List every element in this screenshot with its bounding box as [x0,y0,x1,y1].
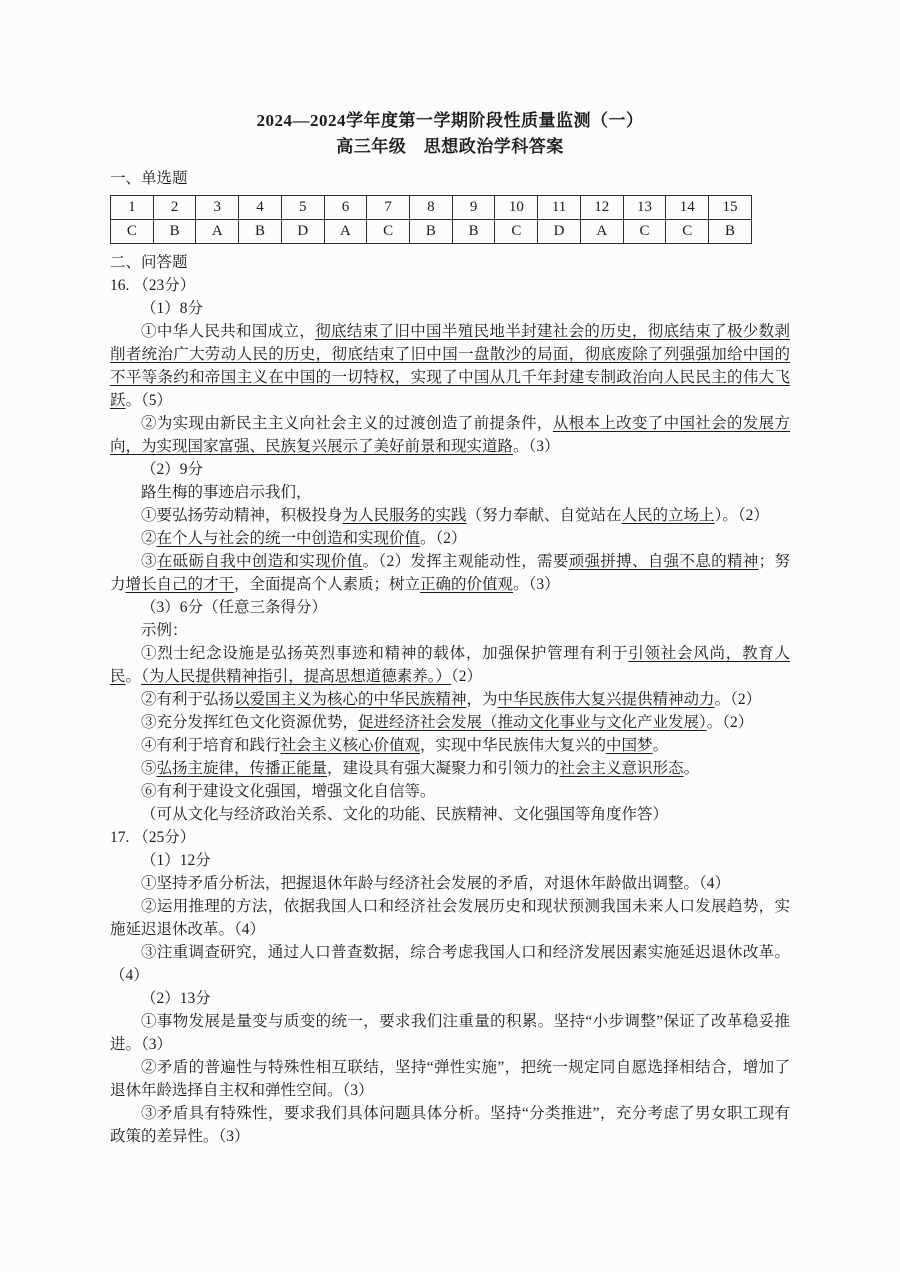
underlined-text: 彻底结束了旧中国一盘散沙的局面， [331,346,585,363]
question-number-cell: 8 [410,196,453,220]
answer-paragraph [110,1102,790,1148]
underlined-text: 中国梦 [606,737,653,754]
answer-letter-cell: B [410,220,453,244]
answer-letter-cell: D [538,220,581,244]
answer-letter-cell: A [324,220,367,244]
text-run: （2）13分 [141,990,211,1007]
part-2-heading [110,458,790,481]
text-run: ③矛盾具有特殊性，要求我们具体问题具体分析。坚持“分类推进”，充分考虑了男女职工现有政策的差异性。（3） [110,1105,790,1145]
underlined-text: 引领社会风尚，教育人民 [110,645,790,685]
text-run: ⑤ [141,760,157,777]
answer-letter-cell: A [580,220,623,244]
question-number-cell: 2 [153,196,196,220]
section1-heading: 一、单选题 [110,170,188,187]
text-run: ，实现中华民族伟大复兴的 [420,737,607,754]
answer-paragraph [110,1010,790,1056]
text-run: 。（2） [706,714,754,731]
document-title: 2024—2024学年度第一学期阶段性质量监测（一） [256,111,644,130]
underlined-text: 正确的价值观 [420,576,514,593]
underlined-text: 彻底结束了极少数剥削者统治广大劳动人民的历史， [110,323,790,363]
text-run: 。 [683,760,700,777]
question-number-cell: 5 [281,196,324,220]
text-run: ①要弘扬劳动精神，积极投身 [141,507,343,524]
underlined-text: 从根本上改变了中国社会的发展方向，为实现国家富强、民族复兴展示了美好前景和现实道路 [110,415,790,455]
underlined-text: 中华民族伟大复兴提供精神动力 [497,691,715,708]
question-number-row [111,196,752,220]
text-run: ；努力 [110,553,790,593]
answer-paragraph [110,1056,790,1102]
question-number-cell: 10 [495,196,538,220]
text-run: ①坚持矛盾分析法，把握退休年龄与经济社会发展的矛盾，对退休年龄做出调整。（4） [141,875,731,892]
text-run: ，为 [466,691,498,708]
part-2-heading [110,987,790,1010]
text-run: ①中华人民共和国成立， [141,323,316,340]
answer-letter-cell: D [281,220,324,244]
answer-paragraph [110,550,790,596]
part-3-heading [110,596,790,619]
answer-paragraph [110,803,790,826]
answer-paragraph [110,711,790,734]
answer-paragraph [110,504,790,527]
text-run: ②运用推理的方法，依据我国人口和经济社会发展历史和现状预测我国未来人口发展趋势，实施延迟退休改革。（4） [110,898,790,938]
answer-paragraph [110,895,790,941]
text-run: 16. （23分） [110,277,196,294]
underlined-text: 促进经济社会发展（推动文化事业与文化产业发展） [358,714,707,731]
text-run: ①烈士纪念设施是弘扬英烈事迹和精神的载体，加强保护管理有利于 [141,645,629,662]
answer-paragraph [110,757,790,780]
text-run: ④有利于培育和践行 [141,737,281,754]
question-number-cell: 14 [666,196,709,220]
underlined-text: 弘扬主旋律，传播正能量 [156,760,328,777]
answer-paragraph [110,941,790,987]
text-run: ②为实现由新民主主义向社会主义的过渡创造了前提条件， [141,415,553,432]
text-run: ③注重调查研究，通过人口普查数据，综合考虑我国人口和经济发展因素实施延迟退休改革。（4） [110,944,790,984]
text-run: 。 [652,737,669,754]
text-run: （1）12分 [141,852,211,869]
text-run: 17. （25分） [110,829,196,846]
underlined-text: （为人民提供精神指引，提高思想道德素养。） [141,668,452,685]
text-run: （可从文化与经济政治关系、文化的功能、民族精神、文化强国等角度作答） [141,806,669,823]
text-run: ②有利于弘扬 [141,691,235,708]
text-run: （2） [451,668,483,685]
answer-paragraph [110,734,790,757]
question-number-cell: 13 [623,196,666,220]
section2-heading: 二、问答题 [110,254,188,271]
text-run: ，全面提高个人素质；树立 [234,576,421,593]
answer-paragraph [110,688,790,711]
document-subtitle: 高三年级 思想政治学科答案 [336,137,564,156]
text-run: ①事物发展是量变与质变的统一，要求我们注重量的积累。坚持“小步调整”保证了改革稳妥推进。（3） [110,1013,790,1053]
part-1-heading [110,849,790,872]
question-number-cell: 6 [324,196,367,220]
answer-letter-row [111,220,752,244]
answer-letter-cell: B [153,220,196,244]
text-run: 。（3） [513,576,560,593]
underlined-text: 在砥砺自我中创造和实现价值 [156,553,363,570]
text-run: 示例： [141,622,188,639]
question-number-cell: 12 [580,196,623,220]
text-run: 。（2） [714,691,762,708]
underlined-text: 实现了中国从几千年封建专制政治向人民民主的伟大飞跃 [110,369,790,409]
answer-letter-cell: B [709,220,752,244]
text-run: ③ [141,553,157,570]
question-number-cell: 7 [367,196,410,220]
answer-letter-cell: C [495,220,538,244]
underlined-text: 社会主义意识形态 [559,760,684,777]
answer-paragraph [110,412,790,458]
answer-letter-cell: A [196,220,239,244]
underlined-text: 社会主义核心价值观 [280,737,421,754]
text-run: （2）9分 [141,461,204,478]
text-run: （1）8分 [141,300,204,317]
text-run: 。（2） [420,530,467,547]
question-number-cell: 3 [196,196,239,220]
underlined-text: 在个人与社会的统一中创造和实现价值 [156,530,421,547]
underlined-text: 彻底废除了列强强加给中国的不平等条约和帝国主义在中国的一切特权， [110,346,790,386]
answer-letter-cell: C [367,220,410,244]
answer-paragraph [110,619,790,642]
answer-letter-cell: B [239,220,282,244]
answer-paragraph [110,481,790,504]
question-16-heading [110,274,790,297]
text-run: 。（2）发挥主观能动性，需要 [362,553,569,570]
underlined-text: 为人民服务的实践 [342,507,467,524]
text-run: 。（5） [125,392,173,409]
answer-letter-cell: C [666,220,709,244]
answer-letter-cell: C [623,220,666,244]
question-number-cell: 9 [452,196,495,220]
answer-paragraph [110,527,790,550]
question-number-cell: 1 [111,196,154,220]
question-17-heading [110,826,790,849]
answer-letter-cell: B [452,220,495,244]
text-run: ② [141,530,157,547]
part-1-heading [110,297,790,320]
answer-paragraph [110,872,790,895]
question-number-cell: 15 [709,196,752,220]
answer-paragraph [110,320,790,412]
answers-body [110,274,790,1148]
text-run: 。（3） [513,438,560,455]
underlined-text: 增长自己的才干 [125,576,235,593]
text-run: ⑥有利于建设文化强国，增强文化自信等。 [141,783,436,800]
text-run: 路生梅的事迹启示我们， [141,484,312,501]
text-run: ）。（2） [714,507,769,524]
underlined-text: 以爱国主义为核心的中华民族精神 [234,691,467,708]
text-run: （3）6分（任意三条得分） [141,599,328,616]
underlined-text: 彻底结束了旧中国半殖民地半封建社会的历史， [315,323,648,340]
text-run: ，建设具有强大凝聚力和引领力的 [327,760,560,777]
answer-letter-cell: C [111,220,154,244]
text-run: 。 [125,668,142,685]
answer-paragraph [110,642,790,688]
underlined-text: 顽强拼搏、自强不息的精神 [568,553,759,570]
text-run: ②矛盾的普遍性与特殊性相互联结，坚持“弹性实施”，把统一规定同自愿选择相结合，增加了退休年龄选择自主权和弹性空间。（3） [110,1059,790,1099]
answer-table [110,195,752,244]
question-number-cell: 11 [538,196,581,220]
answer-paragraph [110,780,790,803]
underlined-text: 人民的立场上 [621,507,715,524]
text-run: ③充分发挥红色文化资源优势， [141,714,359,731]
question-number-cell: 4 [239,196,282,220]
text-run: （努力奉献、自觉站在 [466,507,622,524]
